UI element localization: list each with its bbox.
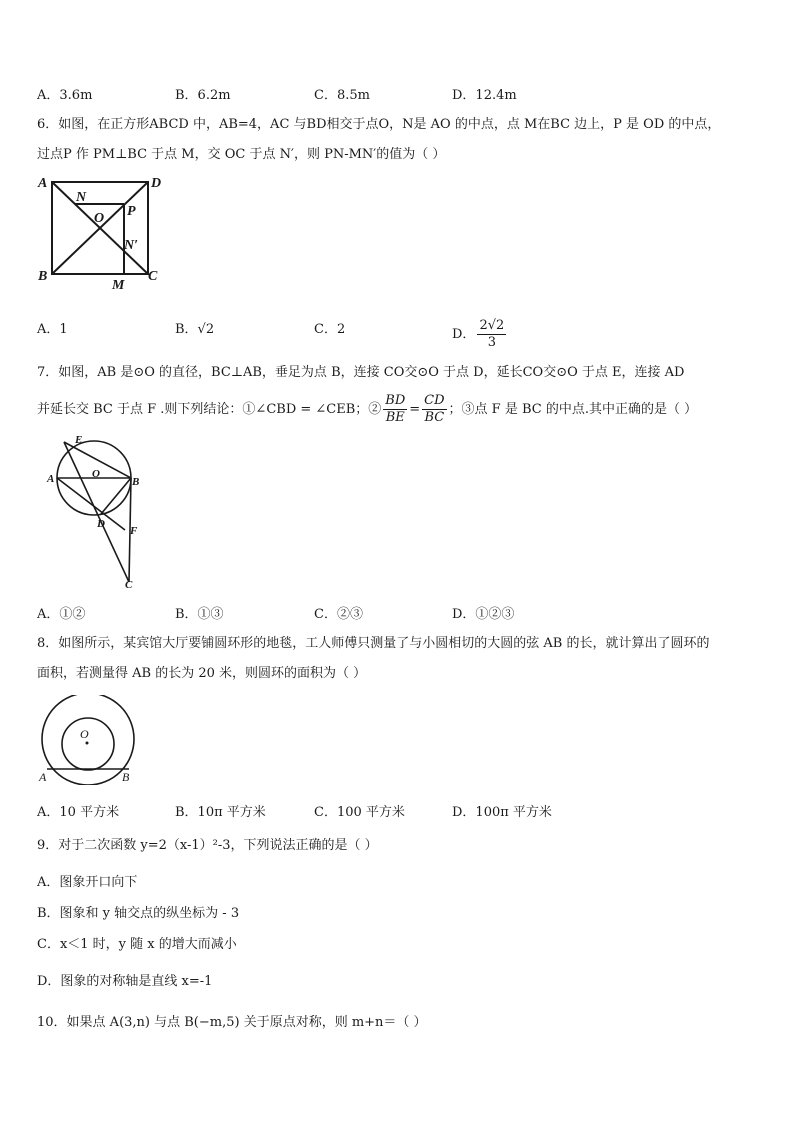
label-e: E — [75, 434, 83, 446]
q6-square-figure — [32, 170, 167, 290]
frac1-denominator: BE — [385, 410, 405, 425]
q6-option-c: C．2 — [314, 322, 346, 337]
label-f: F — [130, 525, 138, 537]
q6-stem-line1: 6．如图，在正方形ABCD 中，AB=4，AC 与BD相交于点O，N是 AO 的中点，点 M在BC 边上，P 是 OD 的中点， — [37, 117, 721, 132]
q9-option-d: D．图象的对称轴是直线 x=-1 — [37, 974, 213, 989]
q9-stem: 9．对于二次函数 y=2（x-1）²-3，下列说法正确的是（ ） — [37, 838, 378, 853]
equals-sign: = — [409, 402, 421, 417]
label-n: N — [76, 190, 87, 205]
label-c: C — [125, 579, 133, 591]
q5-option-c: C．8.5m — [314, 88, 370, 103]
label-a: A — [47, 473, 55, 485]
q7-line2-part-a: 并延长交 BC 于点 F .则下列结论：①∠CBD = ∠CEB；② — [37, 402, 382, 417]
q9-option-a: A．图象开口向下 — [37, 875, 138, 890]
q7-fraction-cd-bc — [422, 393, 446, 426]
label-a: A — [38, 176, 48, 191]
label-m: M — [112, 278, 125, 290]
q8-option-d: D．100π 平方米 — [452, 805, 552, 820]
label-b: B — [38, 269, 48, 284]
q7-line2-part-b: ；③点 F 是 BC 的中点.其中正确的是（ ） — [448, 402, 698, 417]
q5-option-b: B．6.2m — [175, 88, 231, 103]
label-d: D — [97, 518, 105, 530]
frac2-denominator: BC — [424, 410, 445, 425]
label-o: O — [94, 211, 105, 226]
q6-option-d-denominator: 3 — [487, 335, 496, 350]
frac2-numerator: CD — [424, 393, 445, 408]
q5-option-d: D．12.4m — [452, 88, 517, 103]
q8-option-a: A．10 平方米 — [37, 805, 120, 820]
q6-option-d-numerator: 2√2 — [479, 318, 505, 333]
q7-fraction-bd-be — [383, 393, 407, 426]
segment-ec — [64, 442, 129, 582]
q7-option-c: C．②③ — [314, 607, 363, 622]
q6-option-b: B．√2 — [175, 322, 215, 337]
q6-option-d — [452, 318, 508, 351]
q7-stem-line2 — [37, 393, 697, 426]
q10-stem: 10．如果点 A(3,n) 与点 B(−m,5) 关于原点对称，则 m+n＝（ ） — [37, 1015, 427, 1030]
q7-option-d: D．①②③ — [452, 607, 515, 622]
label-d: D — [151, 176, 162, 191]
label-b: B — [132, 476, 140, 488]
q6-option-d-fraction — [477, 318, 506, 351]
q9-option-b: B．图象和 y 轴交点的纵坐标为 - 3 — [37, 906, 240, 921]
label-c: C — [148, 269, 158, 284]
q7-option-b: B．①③ — [175, 607, 224, 622]
q8-option-c: C．100 平方米 — [314, 805, 405, 820]
label-p: P — [127, 204, 136, 219]
q8-stem-line1: 8．如图所示，某宾馆大厅要铺圆环形的地毯，工人师傅只测量了与小圆相切的大圆的弦 AB 的长，就计算出了圆环的 — [37, 636, 710, 651]
label-b: B — [122, 770, 130, 784]
label-a: A — [39, 770, 47, 784]
label-o: O — [92, 468, 100, 480]
q8-option-b: B．10π 平方米 — [175, 805, 266, 820]
q7-option-a: A．①② — [37, 607, 86, 622]
q6-stem-line2: 过点P 作 PM⊥BC 于点 M，交 OC 于点 N′，则 PN-MN′的值为（ ） — [37, 147, 446, 162]
q6-option-d-label: D． — [452, 327, 476, 342]
label-o: O — [80, 727, 89, 741]
q5-option-a: A．3.6m — [37, 88, 93, 103]
label-n-prime: N′ — [124, 238, 139, 253]
q8-annulus-figure — [35, 695, 145, 785]
frac1-numerator: BD — [385, 393, 406, 408]
q7-stem-line1: 7．如图，AB 是⊙O 的直径，BC⊥AB，垂足为点 B，连接 CO交⊙O 于点 D，延长CO交⊙O 于点 E，连接 AD — [37, 365, 685, 380]
center-point — [86, 742, 89, 745]
q9-option-c: C．x＜1 时，y 随 x 的增大而减小 — [37, 937, 237, 952]
q6-option-a: A．1 — [37, 322, 68, 337]
q8-stem-line2: 面积，若测量得 AB 的长为 20 米，则圆环的面积为（ ） — [37, 666, 367, 681]
q7-circle-figure — [40, 430, 150, 592]
